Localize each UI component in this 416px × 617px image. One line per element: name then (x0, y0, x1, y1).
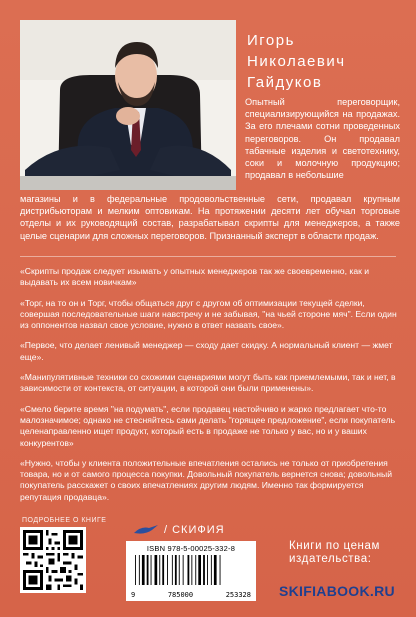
quote: «Манипулятивные техники со схожими сценариями могут быть как приемлемыми, так и нет, в зависимости от контекста, от ситуации, в которой они были применены». (20, 372, 396, 394)
barcode-bar (135, 555, 136, 585)
publisher-bird-icon (133, 524, 159, 536)
promo-text (289, 540, 399, 566)
barcode-digits (131, 591, 251, 599)
author-name (247, 30, 397, 93)
quotes-block (20, 266, 400, 512)
barcode-bar (167, 555, 168, 585)
qr-code-icon (23, 530, 83, 590)
barcode-bar (183, 555, 184, 585)
barcode-bar (175, 555, 177, 585)
barcode (131, 555, 251, 585)
author-first-name: Игорь (247, 32, 295, 49)
barcode-bar (188, 555, 190, 585)
quote: «Смело берите время "на подумать", если продавец настойчиво и жарко предлагает что-то малозначимое; однако не стесняйтесь сами делать "горящее предложение", если покупатель целенаправленно ищет продукт, который есть в продаже не только у вас, но и у ваших конкурентов» (20, 403, 396, 448)
barcode-bar (207, 555, 208, 585)
barcode-area (126, 541, 256, 601)
barcode-bar (162, 555, 164, 585)
quote: «Первое, что делает ленивый менеджер — сходу дает скидку. А нормальный клиент — жмет еще». (20, 340, 393, 362)
barcode-bar (203, 555, 205, 585)
barcode-bar (147, 555, 149, 585)
barcode-bar (179, 555, 180, 585)
bio-full-width: магазины и в федеральные продовольственные сети, продавал крупным дистрибьюторам и мелким оптовикам. На протяжении десяти лет обучал торговые отделы и их руководящий состав, разрабатывал скрипты для менеджеров, а также целые сценарии для сложных переговоров. Признанный эксперт в области продаж. (20, 194, 400, 241)
barcode-bar (172, 555, 173, 585)
barcode-bar (159, 555, 160, 585)
publisher-logo (133, 524, 225, 536)
promo-line: издательства: (289, 553, 372, 565)
publisher-name: / СКИФИЯ (164, 524, 225, 536)
website-link[interactable]: SKIFIABOOK.RU (279, 583, 395, 599)
author-patronymic: Николаевич (247, 53, 346, 70)
barcode-bar (155, 555, 158, 585)
barcode-digit-group: 785000 (167, 591, 194, 599)
barcode-bar (214, 555, 217, 585)
barcode-bar (191, 555, 192, 585)
isbn: ISBN 978-5-00025-332-8 (146, 544, 236, 553)
divider (20, 256, 396, 257)
qr-code[interactable] (20, 527, 86, 593)
promo-line: Книги по ценам (289, 540, 381, 552)
quote: «Нужно, чтобы у клиента положительные впечатления остались не только от приобретения товара, но и от самого процесса покупки. Довольный покупатель вернется снова; довольный покупатель расскажет о своих впечатлениях другим людям. Именно так формируется репутация продавца». (20, 457, 393, 502)
barcode-bar (198, 555, 201, 585)
bio-column: Опытный переговорщик, специализирующийся на продажах. За его плечами сотни проведенных переговоров. Он продавал табачные изделия и светотехнику, соки и молочную продукцию; продавал в небольшие (245, 97, 400, 181)
barcode-digit-group: 9 (131, 591, 136, 599)
author-last-name: Гайдуков (247, 74, 323, 91)
barcode-bar (142, 555, 145, 585)
quote: «Торг, на то он и Торг, чтобы общаться друг с другом об оптимизации текущей сделки, совершая последовательные шаги навстречу и не забывая, "на чьей стороне мяч". Если один из оппонентов назвал свое условие, нужно в ответ назвать свое». (20, 297, 397, 331)
author-photo (20, 20, 236, 190)
barcode-bar (220, 555, 221, 585)
barcode-bar (139, 555, 140, 585)
barcode-bar (211, 555, 212, 585)
quote: «Скрипты продаж следует изымать у опытных менеджеров так же своевременно, как и выдавать их всем новичкам» (20, 266, 370, 288)
author-photo-illustration (20, 20, 236, 190)
barcode-bar (151, 555, 152, 585)
barcode-bar (195, 555, 196, 585)
barcode-digit-group: 253328 (225, 591, 251, 599)
more-about-book-label: ПОДРОБНЕЕ О КНИГЕ (22, 517, 107, 524)
